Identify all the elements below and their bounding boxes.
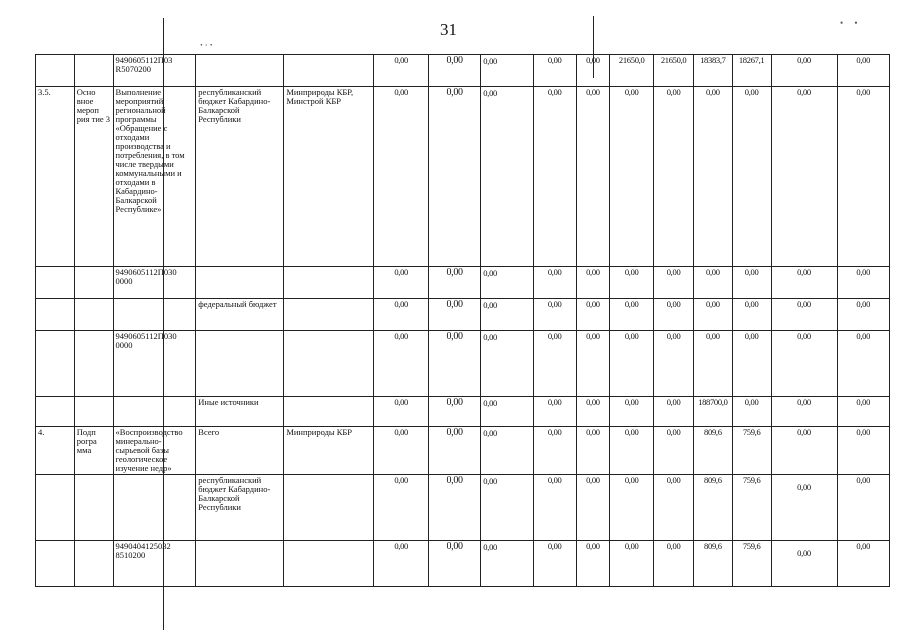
row-name: Осно вное мероп рия тие 3	[74, 87, 113, 267]
value-cell: 0,00	[374, 427, 428, 475]
row-name	[74, 299, 113, 331]
value-cell: 0,00	[428, 475, 480, 541]
row-description: 9490605112П03 R5070200	[113, 55, 196, 87]
table-row	[36, 267, 890, 299]
value-cell: 809,6	[693, 541, 732, 587]
value-cell: 0,00	[837, 55, 889, 87]
value-cell: 0,00	[374, 267, 428, 299]
table-row	[36, 331, 890, 397]
value-cell: 0,00	[771, 427, 837, 475]
table-row	[36, 541, 890, 587]
row-number	[36, 299, 75, 331]
table-row	[36, 475, 890, 541]
value-cell: 0,00	[576, 541, 610, 587]
value-cell: 0,00	[654, 475, 694, 541]
value-cell: 0,00	[837, 427, 889, 475]
value-cell: 0,00	[533, 55, 576, 87]
row-number	[36, 475, 75, 541]
value-cell: 0,00	[576, 267, 610, 299]
row-name	[74, 541, 113, 587]
value-cell: 0,00	[576, 397, 610, 427]
value-cell: 0,00	[837, 475, 889, 541]
row-description	[113, 397, 196, 427]
page-number: 31	[440, 20, 457, 39]
value-cell: 0,00	[837, 299, 889, 331]
table-row	[36, 87, 890, 267]
value-cell: 0,00	[610, 397, 654, 427]
row-executor: Минприроды КБР, Минстрой КБР	[284, 87, 374, 267]
row-funding-source: Иные источники	[196, 397, 284, 427]
value-cell: 0,00	[771, 397, 837, 427]
row-description	[113, 299, 196, 331]
value-cell: 0,00	[576, 55, 610, 87]
table-row	[36, 55, 890, 87]
value-cell: 0,00	[610, 87, 654, 267]
value-cell: 0,00	[693, 87, 732, 267]
value-cell: 0,00	[771, 87, 837, 267]
value-cell: 0,00	[732, 299, 771, 331]
value-cell: 0,00	[374, 397, 428, 427]
value-cell: 0,00	[533, 331, 576, 397]
value-cell: 0,00	[837, 87, 889, 267]
row-description: 9490605112П030 0000	[113, 267, 196, 299]
row-name: Подп рогра мма	[74, 427, 113, 475]
value-cell: 0,00	[732, 331, 771, 397]
row-description: 9490404125032 8510200	[113, 541, 196, 587]
row-funding-source	[196, 267, 284, 299]
value-cell: 0,00	[374, 55, 428, 87]
row-funding-source	[196, 331, 284, 397]
value-cell: 759,6	[732, 541, 771, 587]
row-description: Выполнение мероприятий региональной программы «Обращение с отходами производства и потребления, в том числе твердыми коммунальными и отходами в Кабардино-Балкарской Республике»	[113, 87, 196, 267]
value-cell: 21650,0	[610, 55, 654, 87]
value-cell: 0,00	[533, 87, 576, 267]
scan-speck: ꞏ ⸱ ꞏ	[200, 40, 213, 50]
row-number	[36, 55, 75, 87]
value-cell: 0,00	[693, 267, 732, 299]
value-cell: 0,00	[481, 427, 533, 475]
value-cell: 0,00	[576, 427, 610, 475]
value-cell: 0,00	[654, 87, 694, 267]
value-cell: 0,00	[374, 541, 428, 587]
value-cell: 0,00	[428, 267, 480, 299]
value-cell: 0,00	[428, 331, 480, 397]
value-cell: 0,00	[654, 299, 694, 331]
value-cell: 0,00	[374, 475, 428, 541]
value-cell: 0,00	[428, 397, 480, 427]
value-cell: 0,00	[481, 55, 533, 87]
row-name	[74, 55, 113, 87]
row-description: «Воспроизводство минерально-сырьевой базы геологическое изучение недр»	[113, 427, 196, 475]
value-cell: 0,00	[837, 267, 889, 299]
table-row	[36, 397, 890, 427]
value-cell: 0,00	[654, 427, 694, 475]
table-body	[36, 55, 890, 587]
row-executor	[284, 397, 374, 427]
value-cell: 0,00	[576, 87, 610, 267]
value-cell: 18383,7	[693, 55, 732, 87]
row-funding-source: республиканский бюджет Кабардино-Балкарской Республики	[196, 475, 284, 541]
value-cell: 0,00	[533, 427, 576, 475]
scan-speck: • •	[840, 18, 858, 28]
value-cell: 18267,1	[732, 55, 771, 87]
value-cell: 0,00	[481, 87, 533, 267]
value-cell: 0,00	[533, 299, 576, 331]
value-cell: 0,00	[533, 541, 576, 587]
row-name	[74, 267, 113, 299]
row-executor	[284, 299, 374, 331]
value-cell: 0,00	[732, 87, 771, 267]
value-cell: 0,00	[837, 397, 889, 427]
value-cell: 809,6	[693, 427, 732, 475]
row-description: 9490605112П030 0000	[113, 331, 196, 397]
value-cell: 0,00	[654, 331, 694, 397]
row-number: 3.5.	[36, 87, 75, 267]
value-cell: 188700,0	[693, 397, 732, 427]
value-cell: 0,00	[576, 331, 610, 397]
row-executor	[284, 541, 374, 587]
value-cell: 0,00	[374, 87, 428, 267]
value-cell: 0,00	[428, 87, 480, 267]
value-cell: 0,00	[576, 475, 610, 541]
row-number	[36, 267, 75, 299]
value-cell: 0,00	[837, 541, 889, 587]
value-cell: 0,00	[771, 475, 837, 541]
value-cell: 0,00	[771, 267, 837, 299]
value-cell: 0,00	[533, 267, 576, 299]
value-cell: 0,00	[771, 299, 837, 331]
value-cell: 0,00	[533, 475, 576, 541]
value-cell: 0,00	[771, 55, 837, 87]
value-cell: 0,00	[610, 299, 654, 331]
row-executor	[284, 331, 374, 397]
value-cell: 0,00	[654, 397, 694, 427]
row-funding-source	[196, 55, 284, 87]
value-cell: 759,6	[732, 427, 771, 475]
value-cell: 0,00	[693, 331, 732, 397]
value-cell: 0,00	[428, 427, 480, 475]
row-number	[36, 541, 75, 587]
value-cell: 0,00	[533, 397, 576, 427]
value-cell: 0,00	[481, 267, 533, 299]
value-cell: 0,00	[693, 299, 732, 331]
value-cell: 0,00	[481, 299, 533, 331]
value-cell: 0,00	[481, 397, 533, 427]
table-row	[36, 427, 890, 475]
table-row	[36, 299, 890, 331]
row-funding-source	[196, 541, 284, 587]
row-description	[113, 475, 196, 541]
row-funding-source: федеральный бюджет	[196, 299, 284, 331]
row-executor	[284, 55, 374, 87]
row-name	[74, 475, 113, 541]
row-name	[74, 331, 113, 397]
row-number	[36, 397, 75, 427]
value-cell: 809,6	[693, 475, 732, 541]
value-cell: 0,00	[654, 267, 694, 299]
value-cell: 0,00	[428, 299, 480, 331]
value-cell: 21650,0	[654, 55, 694, 87]
value-cell: 0,00	[610, 267, 654, 299]
value-cell: 0,00	[610, 475, 654, 541]
value-cell: 0,00	[771, 331, 837, 397]
budget-table	[35, 54, 890, 587]
value-cell: 0,00	[481, 331, 533, 397]
row-executor	[284, 267, 374, 299]
value-cell: 0,00	[837, 331, 889, 397]
row-executor	[284, 475, 374, 541]
row-funding-source: Всего	[196, 427, 284, 475]
value-cell: 0,00	[428, 55, 480, 87]
value-cell: 0,00	[771, 541, 837, 587]
value-cell: 0,00	[428, 541, 480, 587]
value-cell: 0,00	[374, 331, 428, 397]
row-name	[74, 397, 113, 427]
value-cell: 0,00	[732, 267, 771, 299]
value-cell: 0,00	[481, 475, 533, 541]
value-cell: 0,00	[654, 541, 694, 587]
row-executor: Минприроды КБР	[284, 427, 374, 475]
value-cell: 0,00	[576, 299, 610, 331]
row-funding-source: республиканский бюджет Кабардино-Балкарской Республики	[196, 87, 284, 267]
value-cell: 0,00	[481, 541, 533, 587]
value-cell: 0,00	[374, 299, 428, 331]
value-cell: 759,6	[732, 475, 771, 541]
row-number	[36, 331, 75, 397]
row-number: 4.	[36, 427, 75, 475]
value-cell: 0,00	[610, 427, 654, 475]
value-cell: 0,00	[610, 331, 654, 397]
value-cell: 0,00	[610, 541, 654, 587]
value-cell: 0,00	[732, 397, 771, 427]
